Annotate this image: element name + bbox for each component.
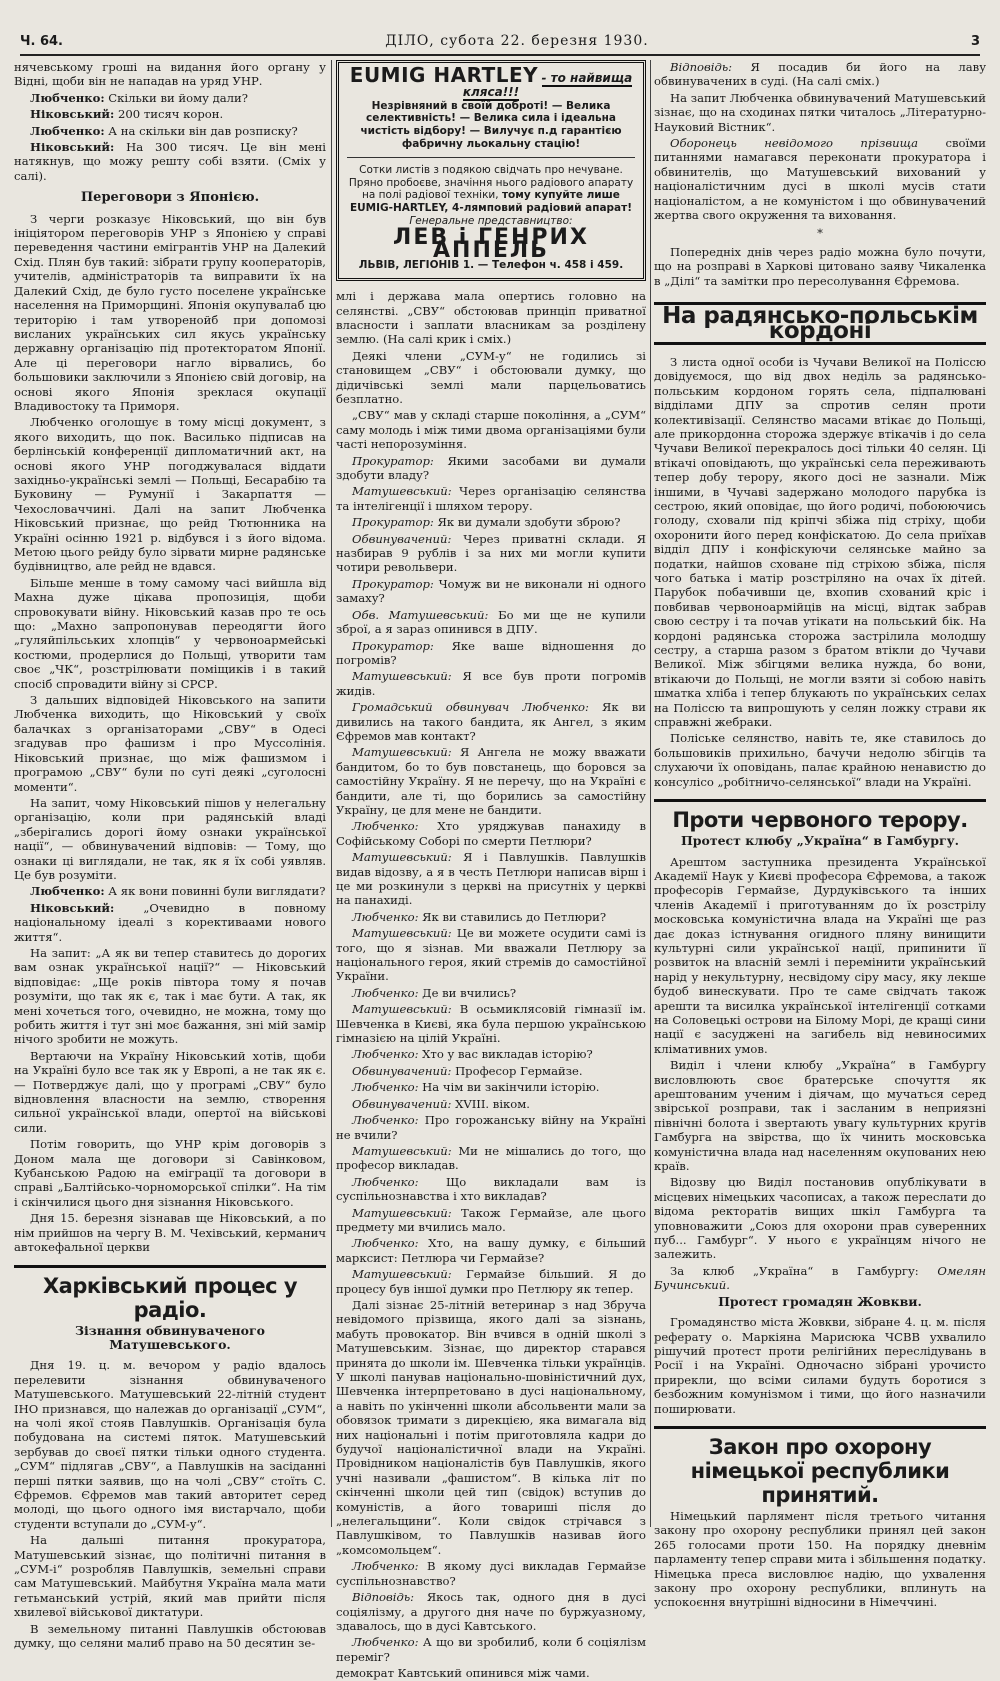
ad-testimonial-text: Сотки листів з подякою свідчать про нечуване. Пряно пробоєве, значіння нього радіового апарату на полі радіової техніки, bbox=[348, 163, 634, 202]
paragraph: Громадянство міста Жовкви, зібране 4. ц. м. після реферату о. Маркіяна Марисюка ЧСВВ ухвалило рішучий протест проти релігійних переслідувань в Росії і на Україні. Одночасно зібрані урочисто прирекли, що всіми силами будуть боротися з безбожним комунізмом і тими, що його назначили поширювати. bbox=[654, 1315, 986, 1416]
speaker: Відповідь: bbox=[670, 60, 733, 74]
line-text: Бо ми ще не купили зброї, а я зараз опинився в ДПУ. bbox=[336, 607, 646, 637]
dialogue-line bbox=[336, 1113, 646, 1142]
column-rule bbox=[650, 60, 651, 1527]
paragraph: Німецький парлямент після третього читання закону про охорону республики принял цей закон 265 голосами проти 150. На порядку дневнім парламенту тепер справи мита і збільшення податку. Німецька преса висловлює надію, що ухвалення закону про охорону республики, вплинуть на успокоєння внутрішні відносини в Німеччині. bbox=[654, 1508, 986, 1610]
line-text: Про горожанську війну на Україні не вчили? bbox=[336, 1113, 647, 1142]
line-text: Хто уряджував панахиду в Софійському Соборі по смерти Петлюри? bbox=[336, 819, 646, 848]
column-1 bbox=[14, 60, 326, 1651]
line-text: Також Гермайзе, але цього предмету ми вчились мало. bbox=[336, 1205, 646, 1234]
line-text: своїми питаннями намагався переконати прокуратора і обвинителів, що Матушевський вихований у націоналістичним дусі в школі мусів стати націоналістом, а не комуністом і що обвинувачений жертва свого окруження та виховання. bbox=[654, 136, 986, 223]
signature-name: Омелян Бучинський. bbox=[654, 1263, 986, 1293]
headline-kharkiv-trial: Харківський процес у радіо. bbox=[42, 1273, 298, 1322]
line-text: Яке ваше відношення до погромів? bbox=[336, 638, 646, 667]
headline-border: На радянсько-польськім кордоні bbox=[654, 302, 986, 345]
speaker: Обвинувачений: bbox=[352, 1096, 452, 1111]
speaker: Любченко: bbox=[352, 1080, 419, 1095]
speaker: Прокуратор: bbox=[352, 453, 434, 468]
ad-claims: Незрівняний в своїй доброті! — Велика селективність! — Велика сила і ідеальна чистість відбору! — Вилучує п.д гарантією фабричну льокальну стацію! bbox=[360, 99, 622, 150]
dialogue-line bbox=[14, 901, 326, 944]
paragraph: На запит: „А як ви тепер ставитесь до дорогих вам ознак української нації?“ — Ніковський відповідає: „Ще років півтора тому я почав розуміти, що так як є, так і має бути. А так, як мені хочеться того, очевидно, не можна, тому що робить життя і тут зні моє бажання, зні мій замір нічого зробити не можуть. bbox=[14, 945, 326, 1047]
section-rule bbox=[654, 1426, 986, 1429]
speaker: Любченко: bbox=[30, 90, 105, 105]
dialogue-line bbox=[14, 107, 326, 121]
paragraph: Відозву цю Виділ постановив опублікувати в місцевих німецьких часописах, а також переслати до відома ректоратів вищих шкіл Гамбурга та уповноважити „Союз для охорони прав суверенних пуб... Гамбург“. У нього є українцям нічого не залежить. bbox=[654, 1175, 986, 1262]
speaker: Ніковський: bbox=[30, 140, 115, 155]
ad-call-to-action: тому купуйте лише EUMIG-HARTLEY, 4-лямповий радіовий апарат! bbox=[349, 189, 633, 215]
dialogue-line bbox=[14, 124, 326, 138]
speaker: Матушевський: bbox=[352, 1143, 452, 1158]
dialogue-line bbox=[336, 515, 646, 529]
paragraph: Поліське селянство, навіть те, яке ставилось до большовиків прихильно, бачучи недолю збігців та слухаючи їх оповідань, палає крайною ненавистю до консулісо „робітничо-селянської“ влади на Україні. bbox=[654, 731, 986, 789]
speaker: Прокуратор: bbox=[352, 515, 434, 530]
paragraph: На запит Любченка обвинувачений Матушевський зізнає, що на сходинах пятки читалось „Літературно-Науковий Вістник“. bbox=[654, 90, 986, 134]
columns bbox=[14, 60, 987, 1681]
speaker: Обвинувачений: bbox=[352, 1063, 452, 1078]
paragraph: На дальші питання прокуратора, Матушевський зізнає, що політичні питання в „СУМ-і“ розробляв Павлушків, земельні справи сам Матушевський. Майбутня Україна мала мати гетьманський устрій, який мав прийти після хвилевої військової диктатури. bbox=[14, 1533, 326, 1620]
dialogue-line bbox=[336, 1635, 646, 1664]
paragraph: Арештом заступника президента Української Академії Наук у Києві професора Єфремова, а також професорів Гермайзе, Дурдуківського та інших членів Академії і приготуванням до їх розстрілу московська комуністична влада на Україні ще раз дає доказ істнування огидного пляну винищити культурні сили української нації, припинити її розвиток на власній землі і перемінити український нарід у некультурну, несвідому сіру масу, яку лекше будоб винескувати. Про те саме свідчать також арешти та висилка української інтелігенції сотками на Соловецькі острови на Білому Морі, де кращі сини нації є засуджені на загибель від невиносимих клімативних умов. bbox=[654, 854, 986, 1056]
speaker: Любченко: bbox=[352, 1113, 419, 1128]
paragraph: З листа одної особи із Чучави Великої на Поліссю довідуємося, що від двох неділь за радянсько-польським кордоном горять села, підпалювані відділами ДПУ за спротив селян проти колективізації. Селянство масами втікає до Польщі, але прикордонна сторожа здержує втікачів і до села Чучави Великої перекралось досі тільки 40 селян. Ці втікачі оповідають, що українські села переживають тепер добу терору, якого досі не зазнали. Між іншими, в Чучаві задержано молодого парубка із сестрою, який оповідає, що його родичі, побоюючись голоду, сховали під кріпчі збіжа під стріху, щоби охоронити його перед конфіскатою. До села приїхав відділ ДПУ і конфіскуючи селянське майно за податки, найшов сховане під стріхою збіжа, після чого батька і матір розстріляно на очах їх дітей. Парубок побачивши це, вхопив схований кріс і повбивав червоноармійців на місці, відтак забрав свою сестру і та почав утікати на польський бік. На кордоні радянська сторожа застрілила молодшу сестру, а старша разом з братом втікли до Чучави Великої. Між збігцями велика нужда, бо вони, втікаючи до Польщі, не могли взяти зі собою навіть шматка хліба і тепер блукають по українських селах на Поліссю та випрошують у селян ложку страви як справжні жебраки. bbox=[654, 354, 986, 730]
dialogue-line bbox=[336, 532, 646, 575]
line-text: В осьмиклясовій гімназії ім. Шевченка в Києві, яка була першою українською гімназією на цілій Україні. bbox=[336, 1002, 647, 1046]
line-text: Як ви думали здобути зброю? bbox=[437, 515, 621, 530]
speaker: Любченко: bbox=[352, 1635, 419, 1650]
section-heading-japan: Переговори з Японією. bbox=[80, 190, 260, 206]
masthead bbox=[20, 28, 980, 56]
paragraph: Попередніх днів через радіо можна було почути, що на розправі в Харкові цитовано заяву Чикаленка в „Ділі“ та замітки про пересолування Єфремова. bbox=[654, 244, 986, 288]
ad-tagline: - то найвища кляса!!! bbox=[462, 71, 633, 99]
line-text: Через приватні склади. Я назбирав 9 рублів і за них ми могли купити чотири револьвери. bbox=[336, 531, 646, 575]
speaker: Матушевський: bbox=[352, 1002, 452, 1017]
paragraph: Виділ і члени клюбу „Україна“ в Гамбургу висловлюють своє братерське спочуття як арештованим ученим і діячам, що мучаться серед звірської розправи, так і засланим в неприязні північні болота і звертають увагу культурних кругів Гамбурга на звірства, що їх чинить московська комуністична влада над населенням окупованих нею країв. bbox=[654, 1058, 986, 1174]
ad-brand: EUMIG HARTLEY bbox=[349, 63, 539, 87]
speaker: Любченко: bbox=[352, 819, 419, 834]
dialogue-line bbox=[336, 454, 646, 483]
line-text: Я Ангела не можу вважати бандитом, бо то був повстанець, що боровся за самостійну Україну. Я не перечу, що на Україні є бандити, але ті, що борились за самостійну Україну, це для мене не бандити. bbox=[336, 745, 646, 817]
line-text: Гермайзе більший. Я до процесу був іншої думки про Петлюру як тепер. bbox=[336, 1267, 647, 1296]
line-text: Я все був проти погромів жидів. bbox=[336, 669, 646, 698]
radio-advertisement bbox=[336, 60, 646, 281]
line-text: Якось так, одного дня в дусі соціялізму, а другого дня наче по буржуазному, здавалось, що в дусі Кавтського. bbox=[336, 1590, 647, 1633]
dialogue-line bbox=[336, 608, 646, 637]
dialogue-line bbox=[14, 91, 326, 105]
line-text: Як ви ставились до Петлюри? bbox=[422, 909, 607, 924]
speaker: Любченко: bbox=[30, 123, 105, 138]
paragraph: В земельному питанні Павлушків обстоював думку, що селяни малиб право на 50 десятин зе- bbox=[14, 1621, 326, 1651]
line-text: 200 тисяч корон. bbox=[118, 107, 224, 122]
line-text: Хто, на вашу думку, є більший марксист: Петлюра чи Гермайзе? bbox=[336, 1236, 646, 1265]
dialogue-line bbox=[336, 1002, 646, 1045]
paragraph: Потім говорить, що УНР крім договорів з Доном мала ще договори зі Савінковом, Кубанською Радою на еміграції та договори в справі „Балтійсько-чорноморської спілки“. На тім і скінчилися цього дня зізнання Ніковського. bbox=[14, 1137, 326, 1209]
paragraph: Деякі члени „СУМ-у“ не годились зі становищем „СВУ“ і обстоювали думку, що дідичівські землі мали парцельоватись безплатно. bbox=[336, 348, 646, 406]
dialogue-line bbox=[336, 745, 646, 817]
line-text: А як вони повинні були виглядати? bbox=[108, 884, 326, 899]
speaker: Обвинувачений: bbox=[352, 531, 452, 546]
line-text: Через організацію селянства та інтелігенції і шляхом терору. bbox=[336, 484, 646, 513]
speaker: Громадський обвинувач Любченко: bbox=[352, 700, 589, 715]
speaker: Любченко: bbox=[352, 1236, 419, 1251]
dialogue-line bbox=[336, 819, 646, 848]
ad-header bbox=[347, 63, 635, 100]
line-text: XVIII. віком. bbox=[455, 1096, 530, 1111]
paragraph: нячевському гроші на видання його органу у Відні, щоби він не нападав на уряд УНР. bbox=[14, 60, 326, 89]
paragraph: З черги розказує Ніковський, що він був ініціятором переговорів УНР з Японією у справі переведення частини емігрантів УНР на Далекий Схід. Плян був такий: зібрати групу кооператорів, учителів, адміністраторів та виправити їх на Далекий Схід, де було густо поселене українське населення на Приморщині. Японія окупувалаб цю територію і там утворенойб при допомозі висланих українських сил якусь українську державну організацію під протекторатом Японії. Але ці переговори нагло вірвались, бо большовики заключили з Японією свій договір, на основі якого Японія зреклася окупації Владивостоку та Приморя. bbox=[14, 211, 326, 413]
speaker: Матушевський: bbox=[352, 1267, 452, 1282]
dialogue-line bbox=[336, 1590, 646, 1633]
dialogue-line bbox=[654, 60, 986, 89]
headline-red-terror: Проти червоного терору. bbox=[672, 808, 968, 833]
ad-address: ЛЬВІВ, ЛЕГІОНІВ 1. — Телефон ч. 458 і 459. bbox=[358, 259, 624, 272]
dialogue-line bbox=[336, 1206, 646, 1235]
section-rule bbox=[14, 1265, 326, 1268]
paragraph: „СВУ“ мав у складі старше покоління, а „СУМ“ саму молодь і між тими двома організаціями були часті непорозуміння. bbox=[336, 408, 646, 452]
dialogue-line bbox=[336, 1064, 646, 1078]
speaker: Любченко: bbox=[352, 1174, 419, 1189]
speaker: Матушевський: bbox=[352, 484, 452, 499]
dialogue-line bbox=[336, 639, 646, 668]
issue-number: Ч. 64. bbox=[20, 33, 63, 49]
speaker: Матушевський: bbox=[352, 669, 452, 684]
ad-divider bbox=[347, 157, 635, 158]
section-rule bbox=[654, 799, 986, 802]
dialogue-line bbox=[336, 926, 646, 984]
line-text: На чім ви закінчили історію. bbox=[422, 1080, 600, 1095]
line-text: А що ви зробилиб, коли б соціялізм переміг? bbox=[336, 1635, 647, 1664]
dialogue-line bbox=[336, 1047, 646, 1061]
paragraph: На запит, чому Ніковський пішов у нелегальну організацію, коли при радянській владі „зберігались дорогі йому ознаки української нації“, — обвинувачений відповів: — Тому, що ознаки ці виглядали, не так, як я їх собі уявляв. Це був розуміти. bbox=[14, 795, 326, 882]
dialogue-line bbox=[336, 700, 646, 743]
line-text: Ми не мішались до того, що професор викладав. bbox=[336, 1143, 646, 1173]
speaker: Ніковський: bbox=[30, 900, 115, 915]
dialogue-line bbox=[336, 1559, 646, 1588]
line-text: Що викладали вам із суспільнознавства і хто викладав? bbox=[336, 1174, 646, 1204]
line-text: На 300 тисяч. Це він мені натякнув, що можу решту собі взяти. (Сміх у салі). bbox=[14, 140, 326, 183]
speaker: Оборонець невідомого прізвища bbox=[670, 136, 919, 151]
dialogue-line bbox=[336, 1175, 646, 1204]
line-text: Хто у вас викладав історію? bbox=[422, 1047, 593, 1062]
line-text: В якому дусі викладав Гермайзе суспільнознавство? bbox=[336, 1559, 646, 1588]
line-text: „Очевидно в повному національному ідеалі з корективаами нового життя“. bbox=[14, 900, 326, 944]
paragraph: Дня 19. ц. м. вечором у радіо вдалось перелевити зізнання обвинуваченого Матушевського. Матушевський 22-літній студент ІНО признався, що належав до організації „СУМ“, на чолі якої стояв Павлушків. Організація була побудована на системі пяток. Матушевський зербував до своєї пятки тільки одного студента. „СУМ“ підлягав „СВУ“, а Павлушків на засіданні перші пятки заявив, що на чолі „СВУ“ стоїть С. Єфремов. Єфремов мав такий авторитет серед молоді, що цього одного імя вистарчало, щоби студенти вступали до „СУМ-у“. bbox=[14, 1358, 326, 1531]
speaker: Любченко: bbox=[352, 909, 419, 924]
line-text: Професор Гермайзе. bbox=[455, 1063, 583, 1078]
paragraph: млі і держава мала опертись головно на селянстві. „СВУ“ обстоював принціп приватної власности і заплати власникам за розділену землю. (На салі крик і сміх.) bbox=[336, 289, 646, 347]
dialogue-line bbox=[336, 910, 646, 924]
page-number: 3 bbox=[970, 33, 980, 49]
speaker: Матушевський: bbox=[352, 926, 452, 941]
speaker: Любченко: bbox=[352, 1047, 419, 1062]
paragraph: Далі зізнає 25-літній ветеринар з над Збруча невідомого прізвища, якого далі за зізнань, мабуть провокатор. Він вчився в одній школі з Матушевським. Зізнає, що директор старався принята до школи ім. Шевченка тільки українців. У школі панував національно-шовіністичний дух, Шевченка інтерпретовано в дусі національному, а навіть по укінченні школи абсольвенти мали за обовязок тримати з дирекцією, яка вимагала від них національні і потім приготовляла кадри до будучої націоналістичної влади на Україні. Провідником націоналістів був Павлушків, якого учні називали „фашистом“. В кілька літ по скінченні школи цей тип (свідок) вступив до комуністів, а його товариші після до „нелегальщини“. Коли свідок стрічався з Павлушківом, то Павлушків називав його „комсомольцем“. bbox=[336, 1297, 646, 1557]
dialogue-line bbox=[14, 140, 326, 183]
subheadline-hamburg: Протест клюбу „Україна“ в Гамбургу. bbox=[680, 833, 960, 849]
speaker: Матушевський: bbox=[352, 1205, 452, 1220]
subheadline-kharkiv: Зізнання обвинуваченого Матушевського. bbox=[74, 1322, 266, 1352]
line-text: Якими засобами ви думали здобути владу? bbox=[336, 453, 646, 483]
speaker: Обв. Матушевський: bbox=[352, 607, 489, 622]
dialogue-line bbox=[336, 1236, 646, 1265]
paragraph: З дальших відповідей Ніковського на запити Любченка виходить, що Ніковський у своїх балачках з організаторами „СВУ“ в Одесі згадував про фашизм і про Муссолінія. Ніковський признає, що між фашизмом і програмою „СВУ“ були по суті деякі „суголосні моменти“. bbox=[14, 693, 326, 794]
speaker: Матушевський: bbox=[352, 745, 452, 760]
dialogue-line bbox=[14, 884, 326, 898]
dialogue-line bbox=[336, 986, 646, 1000]
line-text: А на скільки він дав розписку? bbox=[108, 123, 298, 138]
speaker: Відповідь: bbox=[352, 1590, 415, 1605]
paragraph: Вертаючи на Україну Ніковський хотів, щоби на Україні було все так як у Европі, а не так як є. — Потверджує далі, що у програмі „СВУ“ було відновлення власности на землю, створення сильної української влади, опертої на військові сили. bbox=[14, 1048, 326, 1135]
paragraph bbox=[654, 136, 986, 222]
subheadline-zhovkva: Протест громадян Жовкви. bbox=[718, 1293, 922, 1309]
column-rule bbox=[331, 60, 332, 1527]
dialogue-line bbox=[336, 1080, 646, 1094]
paragraph: Дня 15. березня зізнавав ще Ніковський, а по нім прийшов на чергу В. М. Чехівський, керманич автокефальної церкви bbox=[14, 1211, 326, 1255]
paragraph: Любченко оголошує в тому місці документ, з якого виходить, що пок. Василько підписав на берлінській конференції дипломатичний акт, на основі якого УНР погоджувалася віддати західньо-українські землі — Польщі, Бесарабію та Буковину — Румунії і Закарпаття — Чехословаччині. Далі на запит Любченка Ніковський признає, що рейд Тютюнника на Україні осінню 1921 р. відбувся і з його відома. Метою цього рейду було зірвати мирне радянське будівництво, але рейд не вдався. bbox=[14, 415, 326, 574]
line-text: Я і Павлушків. Павлушків видав відозву, а я в честь Петлюри написав вірш і це ми розкинули з церкві на присутніх у церкві на панахиді. bbox=[336, 850, 647, 908]
line-text: Чомуж ви не виконали ні одного замаху? bbox=[336, 576, 647, 606]
speaker: Любченко: bbox=[30, 884, 105, 899]
speaker: Любченко: bbox=[352, 985, 419, 1000]
signature bbox=[654, 1264, 986, 1293]
speaker: Прокуратор: bbox=[352, 576, 434, 591]
speaker: Любченко: bbox=[352, 1559, 419, 1574]
line-text: Це ви можете осудити самі із того, що я зізнав. Ми вважали Петлюру за національного героя, який стремів до самостійної України. bbox=[336, 926, 646, 984]
speaker: Матушевський: bbox=[352, 850, 452, 865]
dialogue-line bbox=[336, 577, 646, 606]
dialogue-line bbox=[336, 1267, 646, 1296]
line-text: Як ви дивились на такого бандита, як Ангел, з яким Єфремов мав контакт? bbox=[336, 700, 646, 743]
dialogue-line bbox=[336, 484, 646, 513]
asterisk-separator: * bbox=[817, 226, 823, 241]
column-2 bbox=[336, 60, 647, 1681]
line-text: Де ви вчились? bbox=[422, 985, 517, 1000]
line-text: Скільки ви йому дали? bbox=[108, 90, 248, 105]
column-3 bbox=[654, 60, 987, 1610]
dialogue-line bbox=[336, 1144, 646, 1173]
dialogue-line bbox=[336, 669, 646, 698]
dialogue-line bbox=[336, 1097, 646, 1111]
paragraph: демократ Кавтський опинився між чами. bbox=[336, 1666, 590, 1681]
newspaper-title-date: ДІЛО, субота 22. березня 1930. bbox=[385, 33, 649, 49]
headline-law: Закон про охорону німецької республики принятий. bbox=[690, 1434, 950, 1507]
dialogue-line bbox=[336, 850, 646, 908]
signature-label: За клюб „Україна“ в Гамбургу: bbox=[670, 1263, 919, 1278]
speaker: Ніковський: bbox=[30, 107, 115, 122]
ad-representative-label: Генеральне представництво: bbox=[409, 214, 573, 227]
line-text: Я посадив би його на лаву обвинувачених в суді. (На салі сміх.) bbox=[654, 60, 987, 89]
paragraph: Більше менше в тому самому часі вийшла від Махна дуже цікава пропозиція, щоби спровокувати війну. Ніковський казав про те ось що: „Махно запропонував переодягти його „гуляйпільських хлопців“ у червоноармейські костюми, продерлися до Польщі, утворити там своє „ЧК“, розстрілювати поміщиків і в такий спосіб спровадити війну зі СРСР. bbox=[14, 575, 326, 691]
ad-testimonials bbox=[347, 164, 635, 215]
ad-company-name: ЛЕВ і ГЕНРИХ АППЕЛЬ bbox=[393, 224, 589, 263]
speaker: Прокуратор: bbox=[352, 638, 434, 653]
